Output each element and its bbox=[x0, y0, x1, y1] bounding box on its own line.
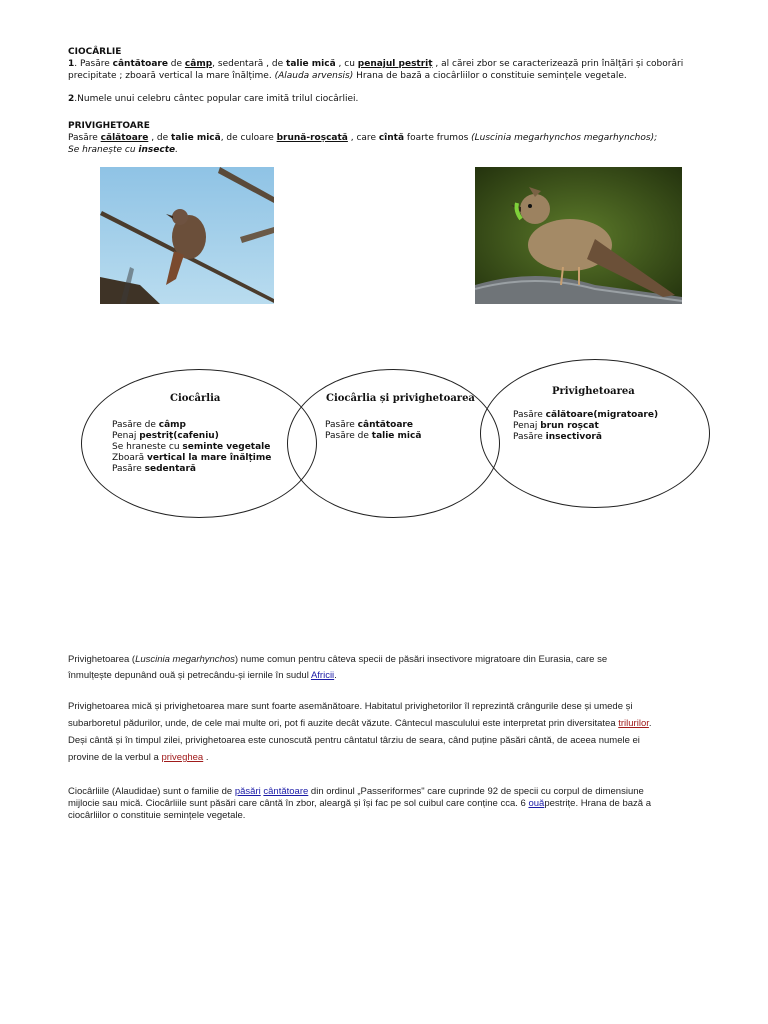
ciocarlie-section bbox=[68, 46, 683, 105]
skylark-photo bbox=[475, 167, 682, 304]
link-trilurilor[interactable]: trilurilor bbox=[618, 718, 649, 729]
link-pasari[interactable]: păsări bbox=[234, 786, 261, 797]
privighetoare-section bbox=[68, 120, 657, 156]
paragraph-privighetoarea-intro: Privighetoarea (Luscinia megarhynchos) nume comun pentru câteva specii de păsări insectivore migratoare din Eurasia, care se înmulțește depunând ouă și petrecându-și iernile în sudul Africii. bbox=[68, 654, 608, 681]
oval-comun-title: Ciocârlia și privighetoarea bbox=[326, 393, 475, 404]
oval-privighetoarea-list bbox=[513, 410, 658, 443]
oval-comun bbox=[287, 369, 500, 518]
oval-comun-item: Pasăre cântătoare bbox=[325, 420, 413, 430]
privighetoare-line-1: Pasăre călătoare , de talie mică, de culoare brună-roșcată , care cîntă foarte frumos (Luscinia megarhynchos megarhynchos); bbox=[68, 133, 658, 143]
oval-privighetoarea bbox=[480, 359, 710, 508]
nightingale-photo bbox=[100, 167, 274, 304]
paragraph-privighetoarea-habitat: Privighetoarea mică și privighetoarea mare sunt foarte asemănătoare. Habitatul privighetorilor îl reprezintă crângurile dese și umede și subarboretul pădurilor, unde, de cele mai multe ori, pot fi auzite decât văzute. Cântecul masculului este interpretat prin diversitatea trilurilor. Deși cântă și în timpul zilei, privighetoarea este cunoscută pentru cântatul târziu de seara, când puține păsări cântă, de aceea numele ei provine de la verbul a priveghea . bbox=[68, 701, 652, 763]
oval-privighetoarea-item: Pasăre călătoare(migratoare) bbox=[513, 410, 659, 420]
link-cantatoare[interactable]: cântătoare bbox=[263, 786, 309, 797]
paragraph-ciocarlii: Ciocârliile (Alaudidae) sunt o familie de păsări cântătoare din ordinul „Passeriformes" care cuprinde 92 de specii cu corpul de dimensiune mijlocie sau mică. Ciocârliile sunt păsări care cântă în zbor, aleargă și își fac pe sol cuibul care conține cca. 6 ouăpestrițe. Hrana de bază a ciocârliilor o constituie semințele vegetale. bbox=[68, 786, 651, 821]
link-africii[interactable]: Africii bbox=[310, 670, 335, 681]
oval-ciocarlia-item: Pasăre sedentară bbox=[112, 464, 196, 474]
oval-ciocarlia-item: Zboară vertical la mare înălțime bbox=[112, 453, 272, 463]
ciocarlie-heading: CIOCÂRLIE bbox=[68, 47, 122, 57]
oval-comun-item: Pasăre de talie mică bbox=[325, 431, 422, 441]
skylark-image bbox=[475, 167, 682, 304]
ciocarlie-line-3: 2.Numele unui celebru cântec popular care imită trilul ciocârliei. bbox=[68, 94, 359, 104]
link-oua[interactable]: ouă bbox=[528, 798, 545, 809]
nightingale-image bbox=[100, 167, 274, 304]
oval-privighetoarea-item: Penaj brun roșcat bbox=[513, 421, 599, 431]
oval-privighetoarea-item: Pasăre insectivoră bbox=[513, 432, 602, 442]
ciocarlie-line-1: 1. Pasăre cântătoare de câmp, sedentară , de talie mică , cu penajul pestriț , al cărei zbor se caracterizează prin înălțări și coborâri bbox=[68, 59, 684, 69]
oval-ciocarlia bbox=[81, 369, 317, 518]
oval-ciocarlia-title: Ciocârlia bbox=[170, 393, 221, 404]
privighetoare-line-2: Se hranește cu insecte. bbox=[68, 145, 178, 155]
link-priveghea[interactable]: priveghea bbox=[161, 752, 204, 763]
oval-comun-list bbox=[325, 420, 421, 442]
oval-ciocarlia-item: Se hraneste cu seminte vegetale bbox=[112, 442, 271, 452]
ciocarlie-line-2: precipitate ; zboară vertical la mare înălțime. (Alauda arvensis) Hrana de bază a ciocârliilor o constituie semințele vegetale. bbox=[68, 71, 627, 81]
oval-privighetoarea-title: Privighetoarea bbox=[552, 386, 635, 397]
oval-ciocarlia-list bbox=[112, 420, 271, 475]
oval-ciocarlia-item: Pasăre de câmp bbox=[112, 420, 186, 430]
oval-ciocarlia-item: Penaj pestriț(cafeniu) bbox=[112, 431, 219, 441]
privighetoare-heading: PRIVIGHETOARE bbox=[68, 121, 150, 131]
